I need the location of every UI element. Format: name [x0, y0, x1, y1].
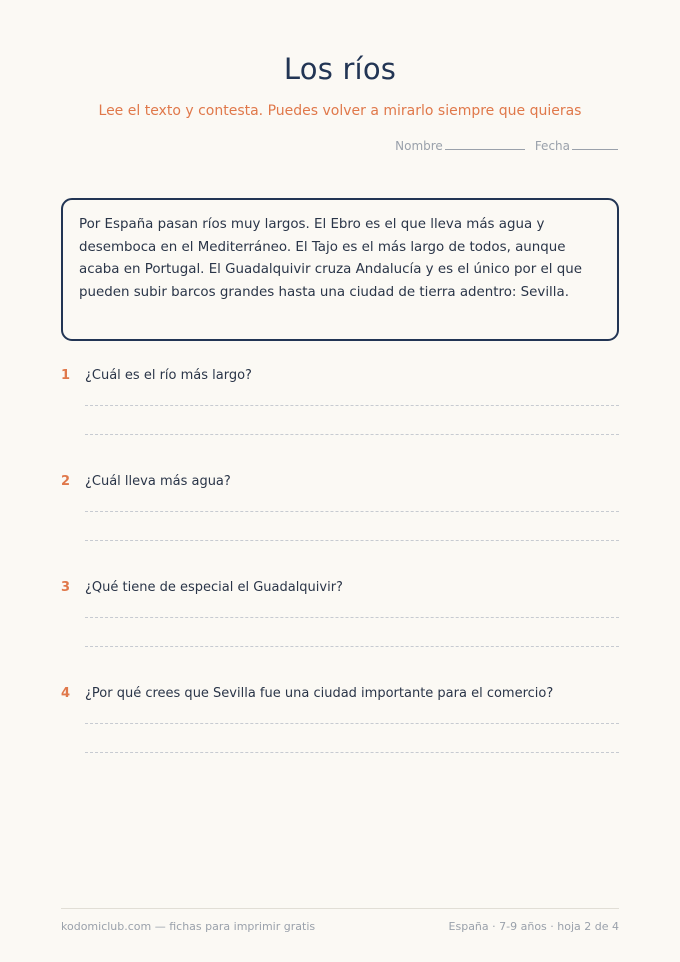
page-title: Los ríos — [283, 52, 397, 86]
question-3 — [61, 580, 619, 595]
question-4 — [61, 686, 619, 701]
answer-line[interactable] — [85, 646, 619, 647]
question-2 — [61, 474, 619, 489]
question-number: 3 — [61, 580, 71, 595]
name-field[interactable] — [395, 139, 525, 153]
question-1 — [61, 368, 619, 383]
question-number: 2 — [61, 474, 71, 489]
date-field[interactable] — [535, 139, 618, 153]
answer-line[interactable] — [85, 723, 619, 724]
student-meta — [395, 139, 618, 153]
question-text: ¿Qué tiene de especial el Guadalquivir? — [85, 580, 343, 595]
question-text: ¿Por qué crees que Sevilla fue una ciudad importante para el comercio? — [85, 686, 554, 701]
question-text: ¿Cuál lleva más agua? — [85, 474, 231, 489]
date-label: Fecha — [534, 139, 570, 153]
answer-line[interactable] — [85, 405, 619, 406]
name-label: Nombre — [395, 139, 443, 153]
footer-site: kodomiclub.com — fichas para imprimir gratis — [61, 920, 316, 933]
reading-text-box: Por España pasan ríos muy largos. El Ebro es el que lleva más agua y desemboca en el Mediterráneo. El Tajo es el más largo de todos, aunque acaba en Portugal. El Guadalquivir cruza Andalucía y es el único por el que pueden subir barcos grandes hasta una ciudad de tierra adentro: Sevilla. — [61, 198, 619, 341]
answer-line[interactable] — [85, 434, 619, 435]
answer-line[interactable] — [85, 540, 619, 541]
answer-line[interactable] — [85, 511, 619, 512]
question-number: 1 — [61, 368, 71, 383]
date-blank[interactable] — [572, 139, 618, 150]
instructions: Lee el texto y contesta. Puedes volver a mirarlo siempre que quieras — [98, 103, 582, 119]
question-number: 4 — [61, 686, 71, 701]
footer-divider — [61, 908, 619, 909]
name-blank[interactable] — [445, 139, 525, 150]
answer-line[interactable] — [85, 752, 619, 753]
footer-page-info: España · 7-9 años · hoja 2 de 4 — [448, 920, 619, 933]
question-text: ¿Cuál es el río más largo? — [85, 368, 252, 383]
answer-line[interactable] — [85, 617, 619, 618]
